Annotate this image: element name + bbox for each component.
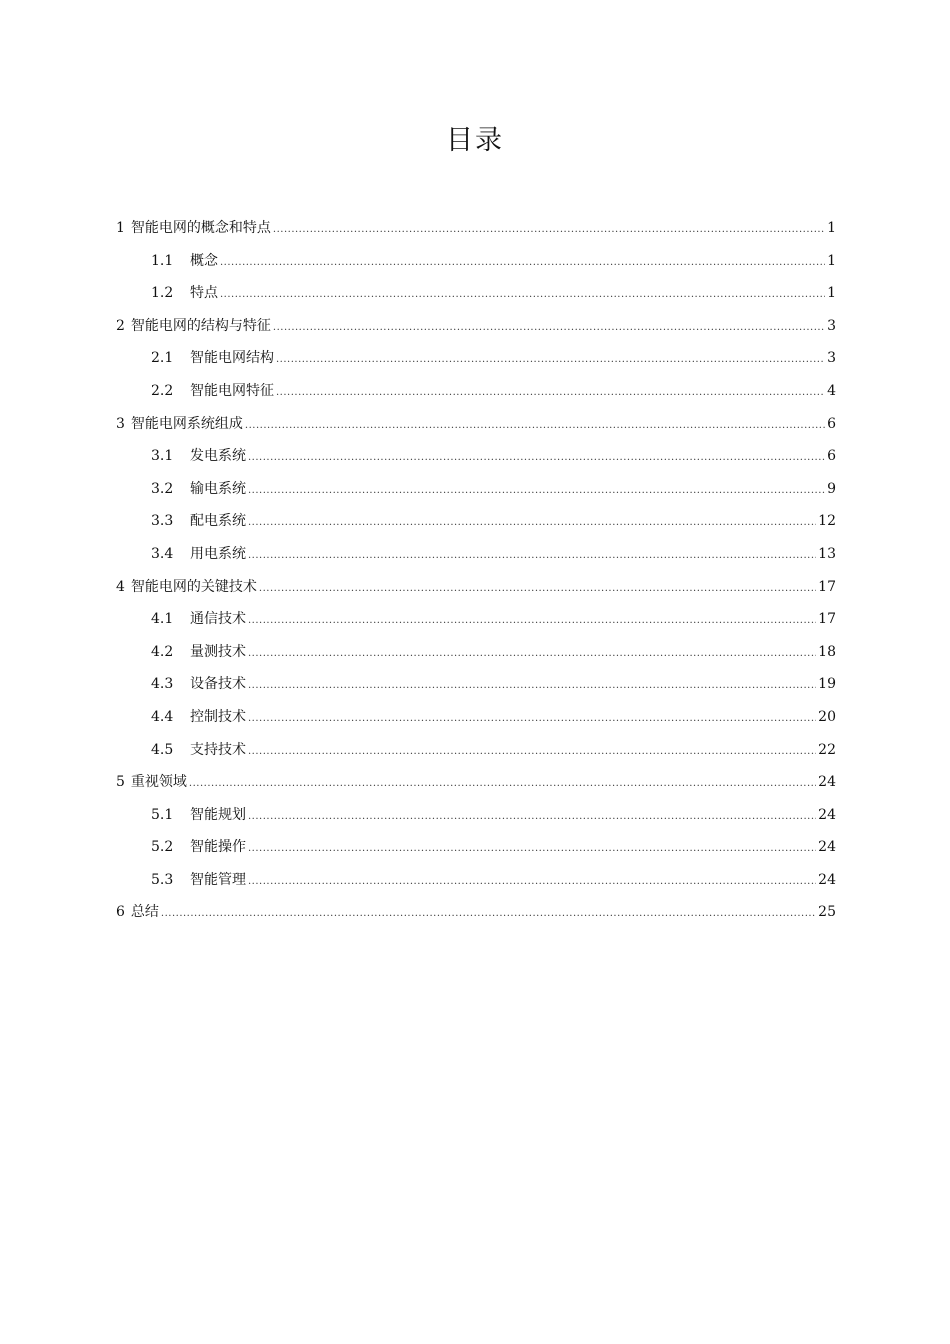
toc-entry-page-number: 24 <box>818 806 836 823</box>
dot-leader <box>248 701 816 736</box>
table-of-contents <box>116 212 836 929</box>
toc-entry[interactable] <box>116 342 836 375</box>
toc-entry-number: 1.2 <box>151 285 174 302</box>
toc-entry-title: 智能电网结构 <box>190 350 274 367</box>
dot-leader <box>220 245 825 280</box>
toc-entry-title: 发电系统 <box>190 448 246 465</box>
toc-entry-title: 支持技术 <box>190 741 246 758</box>
toc-entry-title: 智能管理 <box>190 871 246 888</box>
dot-leader <box>248 440 825 475</box>
dot-leader <box>276 375 825 410</box>
toc-entry-number: 5.2 <box>151 839 174 856</box>
toc-entry-title: 设备技术 <box>190 676 246 693</box>
dot-leader <box>220 277 825 312</box>
toc-entry-number: 1 <box>116 220 125 236</box>
dot-leader <box>189 766 816 801</box>
toc-entry-number: 4.1 <box>151 611 174 628</box>
dot-leader <box>248 473 825 508</box>
toc-entry-number: 6 <box>116 904 125 921</box>
toc-entry-number: 4.4 <box>151 708 174 725</box>
toc-entry-title: 智能电网系统组成 <box>130 415 243 432</box>
toc-entry-page-number: 25 <box>818 904 836 921</box>
toc-entry-number: 3.1 <box>151 448 174 465</box>
toc-entry-number: 4 <box>116 578 125 595</box>
toc-entry-number: 5.1 <box>151 806 174 823</box>
toc-entry-number: 4.5 <box>151 741 174 758</box>
dot-leader <box>161 896 816 931</box>
dot-leader <box>248 505 816 540</box>
dot-leader <box>248 734 816 769</box>
dot-leader <box>248 636 816 671</box>
toc-entry-page-number: 24 <box>818 774 836 791</box>
toc-entry[interactable] <box>116 310 836 343</box>
toc-entry[interactable] <box>116 245 836 278</box>
toc-entry-page-number: 1 <box>827 285 836 302</box>
dot-leader <box>273 212 825 247</box>
toc-entry[interactable] <box>116 277 836 310</box>
toc-entry-page-number: 1 <box>827 220 836 236</box>
toc-entry-number: 3.3 <box>151 513 174 530</box>
toc-entry-number: 5.3 <box>151 871 174 888</box>
toc-entry[interactable] <box>116 831 836 864</box>
page-title: 目录 <box>446 125 504 156</box>
toc-entry-number: 1.1 <box>151 252 174 269</box>
toc-entry-page-number: 20 <box>818 708 836 725</box>
toc-entry-page-number: 24 <box>818 871 836 888</box>
dot-leader <box>245 408 825 443</box>
toc-entry-title: 智能电网的关键技术 <box>130 578 257 595</box>
toc-entry[interactable] <box>116 375 836 408</box>
toc-entry-page-number: 6 <box>827 448 836 465</box>
toc-entry-title: 通信技术 <box>190 611 246 628</box>
toc-entry-page-number: 4 <box>827 382 836 399</box>
toc-entry-title: 特点 <box>190 285 218 302</box>
toc-entry-page-number: 3 <box>827 317 836 334</box>
toc-entry-page-number: 19 <box>818 676 836 693</box>
toc-entry-title: 智能规划 <box>190 806 246 823</box>
toc-entry-title: 总结 <box>130 904 159 921</box>
toc-entry-number: 3.2 <box>151 480 174 497</box>
toc-entry-page-number: 3 <box>827 350 836 367</box>
toc-entry-page-number: 13 <box>818 545 836 562</box>
dot-leader <box>248 831 816 866</box>
toc-entry[interactable] <box>116 636 836 669</box>
dot-leader <box>248 799 816 834</box>
toc-entry-number: 3 <box>116 415 125 432</box>
toc-entry-number: 2.1 <box>151 350 174 367</box>
dot-leader <box>248 864 816 899</box>
toc-entry-title: 用电系统 <box>190 545 246 562</box>
toc-entry[interactable] <box>116 864 836 897</box>
toc-entry-title: 配电系统 <box>190 513 246 530</box>
toc-entry-page-number: 18 <box>818 643 836 660</box>
toc-entry[interactable] <box>116 440 836 473</box>
toc-entry[interactable] <box>116 668 836 701</box>
toc-entry-page-number: 22 <box>818 741 836 758</box>
toc-entry-number: 5 <box>116 774 125 791</box>
toc-entry[interactable] <box>116 799 836 832</box>
toc-entry[interactable] <box>116 538 836 571</box>
toc-entry-title: 控制技术 <box>190 708 246 725</box>
dot-leader <box>248 668 816 703</box>
dot-leader <box>248 538 816 573</box>
toc-entry-title: 智能电网的结构与特征 <box>130 317 271 334</box>
toc-entry-number: 2.2 <box>151 382 174 399</box>
toc-entry-title: 重视领域 <box>130 774 187 791</box>
toc-entry-number: 4.2 <box>151 643 174 660</box>
toc-entry[interactable] <box>116 505 836 538</box>
toc-entry-page-number: 24 <box>818 839 836 856</box>
toc-entry-page-number: 1 <box>827 252 836 269</box>
dot-leader <box>248 603 816 638</box>
toc-entry[interactable] <box>116 473 836 506</box>
toc-entry-number: 2 <box>116 317 125 334</box>
toc-entry[interactable] <box>116 766 836 799</box>
toc-entry[interactable] <box>116 408 836 441</box>
toc-entry-page-number: 17 <box>818 611 836 628</box>
toc-entry[interactable] <box>116 603 836 636</box>
toc-entry[interactable] <box>116 701 836 734</box>
toc-entry[interactable] <box>116 734 836 767</box>
toc-entry[interactable] <box>116 212 836 245</box>
toc-entry-number: 4.3 <box>151 676 174 693</box>
toc-entry-page-number: 6 <box>827 415 836 432</box>
toc-entry-title: 智能操作 <box>190 839 246 856</box>
toc-entry[interactable] <box>116 896 836 929</box>
toc-entry-title: 输电系统 <box>190 480 246 497</box>
toc-entry-title: 智能电网的概念和特点 <box>130 220 271 236</box>
toc-entry-page-number: 17 <box>818 578 836 595</box>
dot-leader <box>273 310 825 345</box>
dot-leader <box>259 571 816 606</box>
toc-entry-number: 3.4 <box>151 545 174 562</box>
toc-entry-title: 量测技术 <box>190 643 246 660</box>
dot-leader <box>276 342 825 377</box>
toc-entry-title: 智能电网特征 <box>190 382 274 399</box>
toc-entry-title: 概念 <box>190 252 218 269</box>
toc-entry[interactable] <box>116 571 836 604</box>
toc-entry-page-number: 9 <box>827 480 836 497</box>
toc-entry-page-number: 12 <box>818 513 836 530</box>
